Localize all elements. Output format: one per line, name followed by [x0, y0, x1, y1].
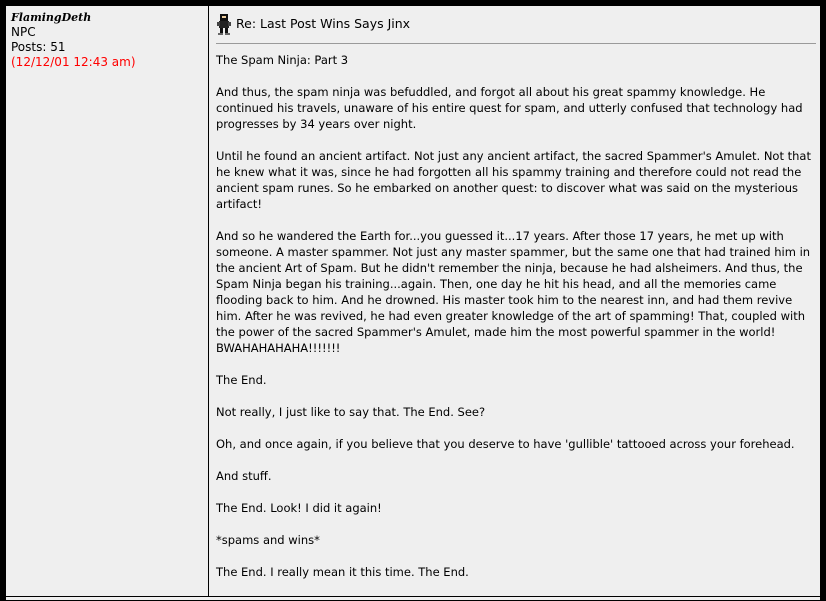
post-paragraph: The End.: [216, 373, 267, 387]
post-header: [216, 6, 820, 41]
author-post-count: Posts: 51: [11, 40, 66, 54]
header-divider: [216, 43, 816, 44]
forum-post: [5, 5, 821, 601]
post-paragraph: And so he wandered the Earth for...you guessed it...17 years. After those 17 years, he met up with someone. A master spammer. Not just any master spammer, but the same one that had trained him in the ancient Art of Spam. But he didn't remember the ninja, because he had alsheimers. And thus, the Spam Ninja began his training...again. Then, one day he hit his head, and all the memories came flooding back to him. And he drowned. His master took him to the nearest inn, and had them revive him. After he was revived, he had even greater knowledge of the art of spamming! That, coupled with the power of the sacred Spammer's Amulet, made him the most powerful spammer in the world! BWAHAHAHAHA!!!!!!!: [216, 229, 811, 355]
post-paragraph: Not really, I just like to say that. The End. See?: [216, 405, 486, 419]
post-paragraph: The End. I really mean it this time. The End.: [216, 565, 469, 579]
post-paragraph: And stuff.: [216, 469, 272, 483]
post-paragraph: And thus, the spam ninja was befuddled, and forgot all about his great spammy knowledge. He continued his travels, unaware of his entire quest for spam, and utterly confused that technology had progresses by 34 years over night.: [216, 85, 803, 131]
post-paragraph: The End. Look! I did it again!: [216, 501, 382, 515]
post-body: [210, 6, 820, 596]
author-panel: [6, 6, 209, 596]
post-paragraph: The Spam Ninja: Part 3: [216, 53, 349, 67]
post-title: Re: Last Post Wins Says Jinx: [236, 16, 411, 31]
post-paragraph: Until he found an ancient artifact. Not just any ancient artifact, the sacred Spammer's Amulet. Not that he knew what it was, since he had forgotten all his spammy training and therefore could not read the ancient spam runes. So he embarked on another quest: to discover what was said on the mysterious artifact!: [216, 149, 811, 211]
row-divider: [6, 596, 820, 597]
post-paragraph: Oh, and once again, if you believe that you deserve to have 'gullible' tattooed across your forehead.: [216, 437, 795, 451]
post-paragraph: *spams and wins*: [216, 533, 320, 547]
ninja-avatar-icon: [216, 13, 232, 35]
author-rank: NPC: [11, 25, 36, 39]
post-date: (12/12/01 12:43 am): [11, 55, 136, 69]
author-name[interactable]: FlamingDeth: [11, 11, 92, 24]
